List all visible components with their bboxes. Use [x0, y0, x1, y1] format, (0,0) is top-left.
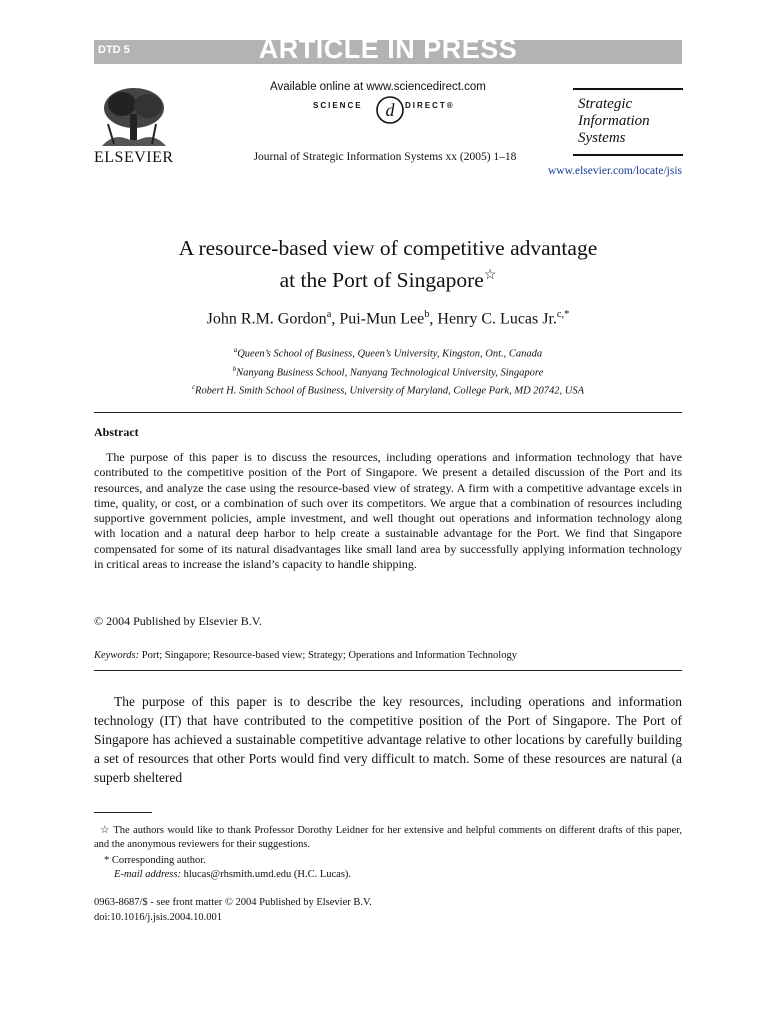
- banner-text: ARTICLE IN PRESS: [258, 34, 518, 64]
- footnote-corresponding-text: Corresponding author.: [111, 855, 206, 866]
- sciencedirect-d-icon: [375, 95, 405, 125]
- author-name: Pui-Mun Lee: [339, 310, 425, 328]
- elsevier-tree-logo: [94, 84, 172, 152]
- doi-line[interactable]: doi:10.1016/j.jsis.2004.10.001: [94, 912, 223, 923]
- front-matter: [94, 895, 372, 925]
- intro-paragraph: The purpose of this paper is to describe the key resources, including operations and information technology (IT) that have contributed to the competitive position of the Port of Singapore. The Port of Singapore has achieved a sustainable competitive advantage relative to other locations by carefully building a set of resources that other Ports would find very difficult to match. Some of these resources are natural (a superb sheltered: [94, 694, 682, 785]
- footnote-corresponding: [94, 854, 692, 868]
- author-name: Henry C. Lucas Jr.: [437, 310, 557, 328]
- keywords-label: Keywords:: [94, 650, 140, 661]
- footnote-email: [94, 868, 702, 882]
- available-online-text: Available online at www.sciencedirect.com: [270, 81, 486, 93]
- title-line-2-text: at the Port of Singapore: [279, 268, 484, 293]
- sciencedirect-right: [405, 101, 455, 110]
- abstract-bottom-rule: [94, 670, 682, 671]
- abstract-copyright: © 2004 Published by Elsevier B.V.: [94, 614, 262, 628]
- article-title: [94, 234, 682, 294]
- footnote-asterisk: *: [104, 855, 110, 866]
- journal-logo-rule-top: [573, 88, 683, 90]
- keywords-text: Port; Singapore; Resource-based view; Strategy; Operations and Information Technology: [141, 650, 517, 661]
- author-sup: c,*: [556, 309, 570, 320]
- email-address[interactable]: hlucas@rhsmith.umd.edu (H.C. Lucas).: [183, 869, 352, 880]
- issn-line: 0963-8687/$ - see front matter © 2004 Published by Elsevier B.V.: [94, 897, 372, 908]
- svg-text:d: d: [385, 100, 395, 120]
- footnote-thanks: [94, 824, 682, 852]
- abstract-heading: Abstract: [94, 425, 139, 439]
- footnote-thanks-text: The authors would like to thank Professor Dorothy Leidner for her extensive and helpful comments on different drafts of this paper, and the anonymous reviewers for their suggestions.: [94, 825, 682, 850]
- title-line-1: A resource-based view of competitive advantage: [178, 236, 598, 260]
- affiliation-text: Nanyang Business School, Nanyang Technological University, Singapore: [236, 367, 544, 378]
- email-label: E-mail address:: [114, 869, 181, 880]
- affiliation-text: Robert H. Smith School of Business, University of Maryland, College Park, MD 20742, USA: [194, 385, 585, 397]
- keywords: [94, 650, 517, 661]
- author-sup: a: [326, 309, 332, 320]
- affiliations: [94, 343, 682, 399]
- abstract-top-rule: [94, 412, 682, 413]
- journal-logo-rule-bottom: [573, 154, 683, 156]
- affiliation-text: Queen’s School of Business, Queen’s University, Kingston, Ont., Canada: [237, 348, 543, 360]
- author-name: John R.M. Gordon: [206, 310, 327, 328]
- affiliation-sup: c: [191, 384, 195, 391]
- affiliation-sup: a: [233, 347, 238, 354]
- title-line-2: [94, 262, 682, 294]
- affiliation: [94, 362, 682, 381]
- affiliation: [94, 380, 682, 399]
- publisher-name: ELSEVIER: [94, 149, 174, 166]
- footnote-rule: [94, 812, 152, 813]
- journal-logo-line-1: Strategic: [578, 96, 633, 112]
- sciencedirect-left: SCIENCE: [313, 101, 363, 110]
- journal-logo-line-3: Systems: [578, 130, 626, 146]
- sd-right-text: DIRECT: [405, 101, 447, 110]
- abstract-text: The purpose of this paper is to discuss the resources, including operations and information technology that have contributed to the competitive position of the Port of Singapore. We present a detailed discussion of the Port and its resources, and analyze the case using the resource-based view of strategy. A firm with a competitive advantage excels in time, quality, or cost, or a combination of such over its competitors. We argue that a combination of resources including supportive government policies, ample investment, and well thought out operations and information technology along with location and a natural deep harbor to help create a sustainable advantage for the Port. We find that Singapore compensated for some of its natural disadvantages like small land area by successfully applying information technology in critical areas to increase the island’s capacity to handle shipping.: [94, 450, 682, 572]
- footnote-star-icon: ☆: [100, 825, 111, 836]
- journal-logo-line-2: Information: [578, 113, 650, 129]
- dtd-label: DTD 5: [98, 44, 130, 56]
- journal-url-link[interactable]: www.elsevier.com/locate/jsis: [547, 165, 682, 177]
- affiliation-sup: b: [232, 365, 237, 373]
- author-sup: b: [424, 309, 430, 320]
- sd-registered-mark: ®: [446, 101, 455, 110]
- journal-logo: [578, 96, 650, 147]
- author-list: John R.M. Gordon$^a$, Pui-Mun Lee$^b$, Henry C. Lucas Jr.$^{c,*}$: [206, 309, 570, 328]
- title-star-icon: ☆: [483, 268, 497, 283]
- affiliation: [94, 343, 682, 362]
- journal-citation: Journal of Strategic Information Systems xx (2005) 1–18: [253, 151, 517, 163]
